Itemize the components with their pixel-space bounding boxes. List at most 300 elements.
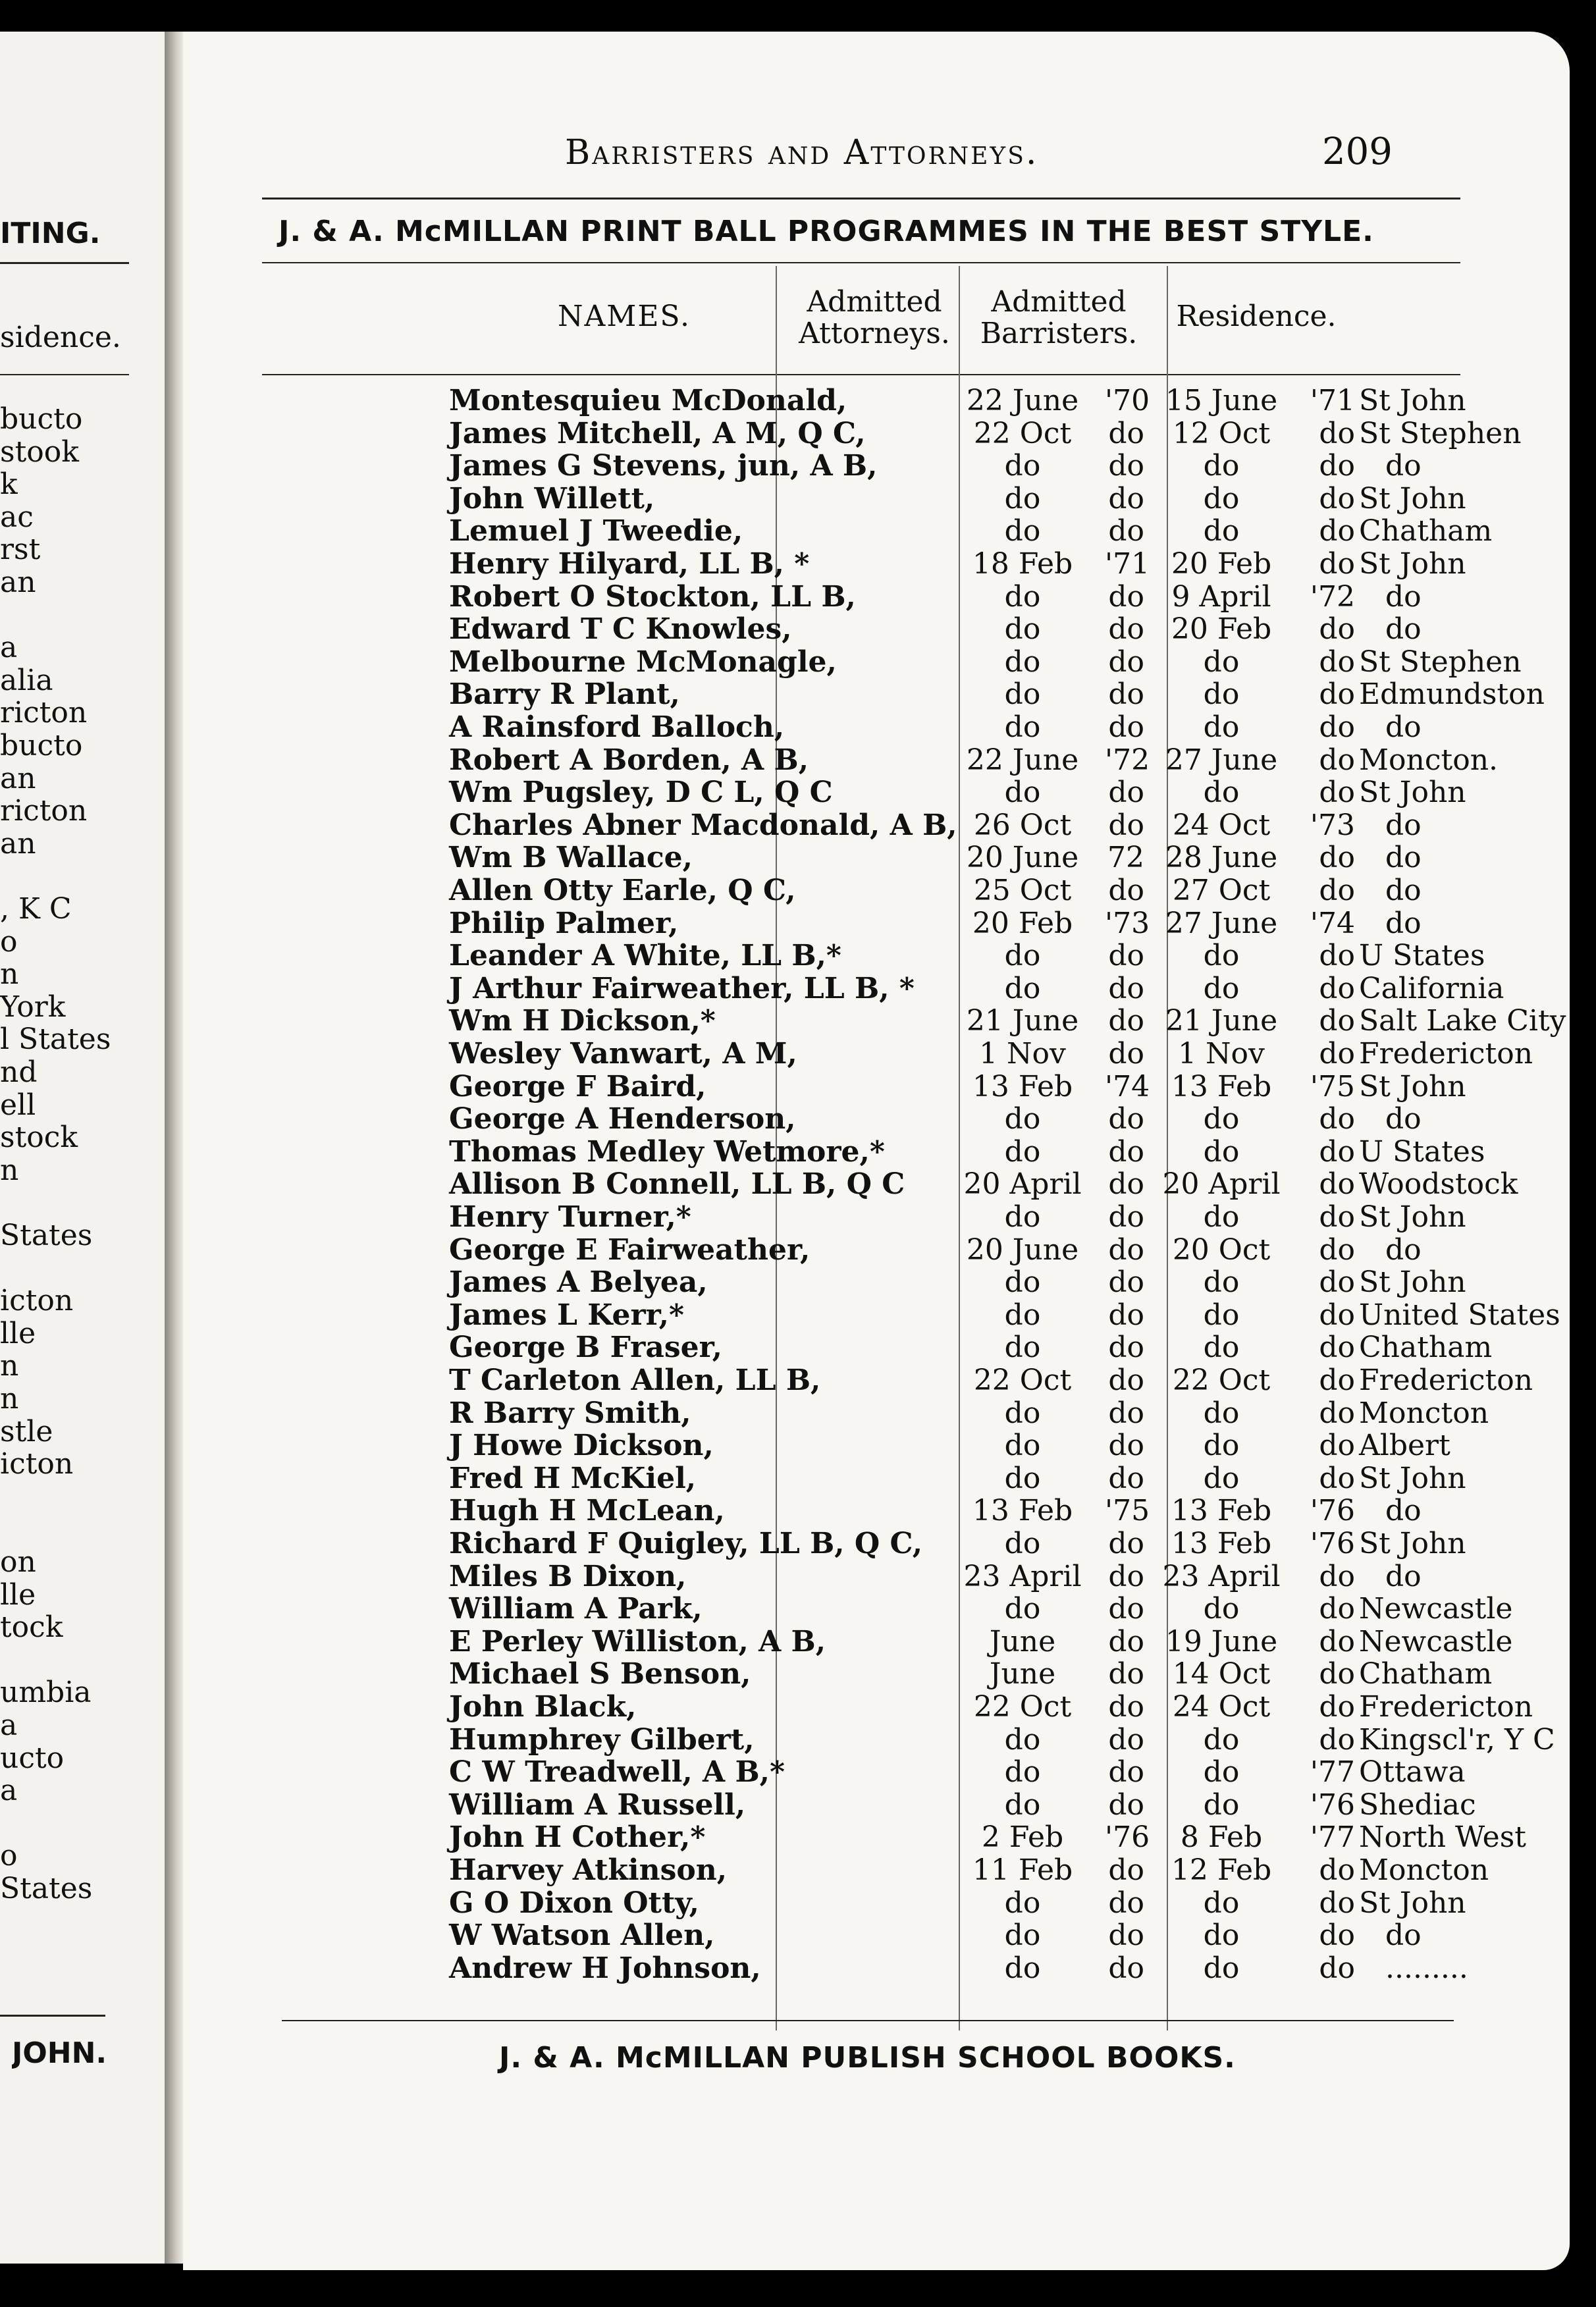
previous-page-line: bucto — [0, 729, 83, 762]
table-row — [183, 1658, 1566, 1691]
table-row — [183, 450, 1566, 483]
residence-cell: St John — [1359, 1886, 1466, 1920]
barrister-date-cell: do — [1203, 1722, 1240, 1757]
name-cell: John H Cother,* — [449, 1820, 706, 1855]
name-cell: Leander A White, LL B,* — [449, 939, 841, 973]
barrister-date-cell: do — [1203, 1592, 1240, 1626]
table-row — [183, 1789, 1566, 1822]
barrister-date-cell: 20 Feb — [1171, 612, 1272, 647]
attorney-year-cell: do — [1108, 1233, 1144, 1267]
attorney-date-cell: 1 Nov — [979, 1037, 1066, 1071]
name-cell: Michael S Benson, — [449, 1657, 751, 1691]
attorney-date-cell: do — [1004, 677, 1041, 712]
barrister-year-cell: do — [1319, 1461, 1355, 1495]
barristers-header-line2: Barristers. — [980, 317, 1138, 350]
table-row — [183, 711, 1566, 744]
attorney-date-cell: 22 June — [966, 384, 1079, 417]
attorney-date-cell: do — [1004, 1461, 1041, 1495]
residence-cell: Newcastle — [1359, 1592, 1513, 1626]
residence-cell: Edmundston — [1359, 677, 1545, 712]
table-row — [183, 1821, 1566, 1854]
name-cell: George F Baird, — [449, 1069, 706, 1103]
attorney-date-cell: 23 April — [963, 1559, 1082, 1593]
table-row — [183, 1299, 1566, 1332]
barrister-year-cell: do — [1319, 1134, 1355, 1169]
previous-page-line: ricton — [0, 697, 88, 730]
barrister-date-cell: do — [1203, 1919, 1240, 1953]
top-banner: J. & A. McMILLAN PRINT BALL PROGRAMMES IN THE BEST STYLE. — [279, 215, 1374, 248]
table-row — [183, 776, 1566, 809]
table-row — [183, 907, 1566, 940]
attorney-date-cell: 21 June — [966, 1004, 1079, 1038]
table-row — [183, 1756, 1566, 1789]
table-row — [183, 1168, 1566, 1201]
residence-cell: Woodstock — [1359, 1167, 1518, 1202]
barrister-year-cell: do — [1319, 1233, 1355, 1267]
attorney-year-cell: do — [1108, 1755, 1144, 1790]
attorney-date-cell: do — [1004, 449, 1041, 483]
attorney-year-cell: '73 — [1105, 906, 1150, 940]
barrister-year-cell: do — [1319, 1657, 1355, 1691]
table-row — [183, 581, 1566, 614]
previous-page-line: n — [0, 958, 19, 992]
barrister-year-cell: '76 — [1310, 1494, 1355, 1528]
previous-page-footer-rule — [0, 2015, 105, 2017]
table-row — [183, 1038, 1566, 1071]
attorney-year-cell: do — [1108, 1396, 1144, 1430]
attorney-year-cell: '71 — [1105, 547, 1150, 581]
attorney-date-cell: do — [1004, 971, 1041, 1005]
name-cell: Allen Otty Earle, Q C, — [449, 874, 796, 907]
residence-cell: do — [1385, 906, 1422, 940]
barrister-date-cell: do — [1203, 710, 1240, 744]
barrister-date-cell: do — [1203, 1951, 1240, 1985]
barrister-date-cell: 13 Feb — [1171, 1494, 1272, 1528]
previous-page-line: ell — [0, 1088, 36, 1122]
barrister-date-cell: do — [1203, 971, 1240, 1005]
attorney-year-cell: do — [1108, 1461, 1144, 1495]
barrister-date-cell: 13 Feb — [1171, 1069, 1272, 1103]
attorney-date-cell: 20 June — [966, 1233, 1079, 1267]
attorney-date-cell: do — [1004, 514, 1041, 548]
residence-cell: do — [1385, 808, 1422, 842]
name-cell: J Arthur Fairweather, LL B, * — [449, 971, 915, 1005]
running-title: Barristers and Attorneys. — [565, 133, 1039, 172]
table-row — [183, 678, 1566, 711]
barrister-year-cell: do — [1319, 1853, 1355, 1887]
barrister-date-cell: 21 June — [1165, 1004, 1278, 1038]
name-cell: Lemuel J Tweedie, — [449, 514, 743, 548]
attorney-date-cell: 11 Feb — [972, 1853, 1073, 1887]
barrister-date-cell: do — [1203, 1200, 1240, 1234]
attorney-date-cell: do — [1004, 1592, 1041, 1626]
previous-page-line: States — [0, 1872, 93, 1905]
table-row — [183, 1462, 1566, 1495]
barrister-date-cell: 15 June — [1165, 384, 1278, 417]
barrister-year-cell: do — [1319, 1200, 1355, 1234]
previous-page-line: lle — [0, 1578, 36, 1612]
residence-cell: do — [1385, 579, 1422, 614]
attorney-year-cell: do — [1108, 677, 1144, 712]
table-row — [183, 1331, 1566, 1364]
barrister-date-cell: 19 June — [1165, 1624, 1278, 1658]
previous-page-fragment — [0, 32, 165, 2264]
attorney-date-cell: do — [1004, 612, 1041, 647]
bottom-banner: J. & A. McMILLAN PUBLISH SCHOOL BOOKS. — [499, 2041, 1236, 2075]
attorney-year-cell: '70 — [1105, 384, 1150, 417]
name-cell: Henry Hilyard, LL B, * — [449, 547, 810, 581]
name-cell: J Howe Dickson, — [449, 1429, 714, 1463]
residence-cell: St John — [1359, 384, 1466, 417]
banner-rule — [262, 262, 1460, 263]
barrister-date-cell: 20 Feb — [1171, 547, 1272, 581]
barrister-date-cell: 1 Nov — [1178, 1037, 1265, 1071]
residence-cell: St John — [1359, 1265, 1466, 1300]
name-cell: Robert A Borden, A B, — [449, 743, 809, 777]
attorney-year-cell: do — [1108, 1167, 1144, 1202]
attorney-year-cell: do — [1108, 1265, 1144, 1300]
table-row — [183, 1005, 1566, 1038]
barrister-date-cell: do — [1203, 1331, 1240, 1365]
name-cell: E Perley Williston, A B, — [449, 1624, 826, 1658]
barrister-year-cell: do — [1319, 1886, 1355, 1920]
residence-cell: do — [1385, 710, 1422, 744]
residence-cell: do — [1385, 841, 1422, 875]
residence-cell: St John — [1359, 1069, 1466, 1103]
previous-page-line: , K C — [0, 893, 72, 926]
attorney-year-cell: do — [1108, 579, 1144, 614]
residence-cell: Chatham — [1359, 1331, 1493, 1365]
attorney-year-cell: do — [1108, 449, 1144, 483]
attorney-date-cell: do — [1004, 1429, 1041, 1463]
attorney-date-cell: do — [1004, 1102, 1041, 1136]
attorney-date-cell: 22 June — [966, 743, 1079, 777]
barrister-year-cell: do — [1319, 1167, 1355, 1202]
barrister-date-cell: do — [1203, 481, 1240, 516]
barrister-year-cell: do — [1319, 612, 1355, 647]
attorney-date-cell: do — [1004, 645, 1041, 679]
table-row — [183, 1136, 1566, 1169]
attorney-year-cell: do — [1108, 1037, 1144, 1071]
barrister-year-cell: do — [1319, 481, 1355, 516]
table-row — [183, 1429, 1566, 1462]
table-row — [183, 1626, 1566, 1658]
barrister-date-cell: do — [1203, 1429, 1240, 1463]
barrister-year-cell: do — [1319, 1102, 1355, 1136]
name-cell: Miles B Dixon, — [449, 1559, 687, 1593]
table-row — [183, 1364, 1566, 1397]
barrister-date-cell: 24 Oct — [1172, 1690, 1271, 1724]
previous-page-line: icton — [0, 1285, 74, 1318]
table-row — [183, 1724, 1566, 1757]
table-row — [183, 1593, 1566, 1626]
residence-cell: do — [1385, 1919, 1422, 1953]
attorney-year-cell: do — [1108, 1527, 1144, 1560]
table-row — [183, 1201, 1566, 1234]
residence-cell: St John — [1359, 1527, 1466, 1560]
barrister-year-cell: do — [1319, 1690, 1355, 1724]
residence-cell: do — [1385, 1494, 1422, 1528]
table-row — [183, 1887, 1566, 1920]
barrister-year-cell: do — [1319, 1559, 1355, 1593]
previous-page-line: a — [0, 1774, 18, 1808]
barrister-year-cell: do — [1319, 743, 1355, 777]
book-gutter — [165, 32, 184, 2264]
attorney-year-cell: do — [1108, 1624, 1144, 1658]
bottom-rule — [282, 2020, 1454, 2021]
name-cell: John Willett, — [449, 481, 655, 516]
name-cell: W Watson Allen, — [449, 1919, 715, 1953]
attorney-year-cell: do — [1108, 1134, 1144, 1169]
barrister-date-cell: 12 Oct — [1172, 416, 1271, 450]
table-row — [183, 613, 1566, 646]
previous-page-rule — [0, 262, 129, 264]
barrister-date-cell: 27 June — [1165, 743, 1278, 777]
attorney-date-cell: do — [1004, 1200, 1041, 1234]
name-cell: Philip Palmer, — [449, 906, 679, 940]
attorney-date-cell: do — [1004, 579, 1041, 614]
barrister-date-cell: 13 Feb — [1171, 1527, 1272, 1560]
attorney-year-cell: '75 — [1105, 1494, 1150, 1528]
previous-page-line: ricton — [0, 795, 88, 828]
table-row — [183, 417, 1566, 450]
attorney-date-cell: do — [1004, 1951, 1041, 1985]
residence-cell: Albert — [1359, 1429, 1450, 1463]
attorney-year-cell: do — [1108, 1951, 1144, 1985]
table-row — [183, 1071, 1566, 1103]
name-cell: George E Fairweather, — [449, 1233, 811, 1267]
previous-page-line: an — [0, 566, 36, 599]
name-cell: T Carleton Allen, LL B, — [449, 1364, 821, 1397]
table-row — [183, 744, 1566, 777]
attorney-year-cell: do — [1108, 1788, 1144, 1822]
residence-cell: ......... — [1385, 1951, 1468, 1985]
residence-cell: Kingscl'r, Y C — [1359, 1722, 1555, 1757]
residence-cell: U States — [1359, 1134, 1485, 1169]
name-cell: Henry Turner,* — [449, 1200, 691, 1234]
barrister-year-cell: do — [1319, 1265, 1355, 1300]
barrister-year-cell: '77 — [1310, 1820, 1355, 1855]
barrister-year-cell: '75 — [1310, 1069, 1355, 1103]
name-cell: A Rainsford Balloch, — [449, 710, 785, 744]
previous-page-line: a — [0, 631, 18, 665]
table-row — [183, 1495, 1566, 1527]
attorney-year-cell: do — [1108, 808, 1144, 842]
barrister-date-cell: 24 Oct — [1172, 808, 1271, 842]
attorney-year-cell: do — [1108, 416, 1144, 450]
barrister-date-cell: 27 June — [1165, 906, 1278, 940]
name-cell: Thomas Medley Wetmore,* — [449, 1134, 885, 1169]
previous-page-line: ucto — [0, 1741, 65, 1775]
barrister-year-cell: do — [1319, 1004, 1355, 1038]
residence-cell: Shediac — [1359, 1788, 1476, 1822]
barrister-year-cell: do — [1319, 1396, 1355, 1430]
name-cell: John Black, — [449, 1690, 637, 1724]
attorney-year-cell: do — [1108, 1429, 1144, 1463]
residence-cell: Ottawa — [1359, 1755, 1466, 1790]
attorney-date-cell: 25 Oct — [973, 874, 1072, 907]
barrister-date-cell: 22 Oct — [1172, 1364, 1271, 1397]
residence-cell: St John — [1359, 1461, 1466, 1495]
attorney-date-cell: do — [1004, 1886, 1041, 1920]
name-cell: Hugh H McLean, — [449, 1494, 725, 1528]
name-cell: Montesquieu McDonald, — [449, 384, 847, 417]
residence-cell: North West — [1359, 1820, 1526, 1855]
barrister-year-cell: do — [1319, 1331, 1355, 1365]
attorney-date-cell: do — [1004, 1134, 1041, 1169]
name-cell: James Mitchell, A M, Q C, — [449, 416, 866, 450]
attorney-year-cell: 72 — [1107, 841, 1144, 875]
barrister-date-cell: do — [1203, 677, 1240, 712]
barrister-year-cell: do — [1319, 1919, 1355, 1953]
attorney-year-cell: do — [1108, 1331, 1144, 1365]
name-cell: William A Russell, — [449, 1788, 746, 1822]
residence-column-header: Residence. — [1176, 300, 1337, 333]
barrister-date-cell: do — [1203, 514, 1240, 548]
barrister-date-cell: do — [1203, 939, 1240, 973]
residence-cell: Fredericton — [1359, 1364, 1533, 1397]
residence-cell: do — [1385, 612, 1422, 647]
previous-page-line: k — [0, 468, 18, 502]
previous-page-line: alia — [0, 664, 53, 697]
table-row — [183, 1103, 1566, 1136]
barrister-date-cell: do — [1203, 1102, 1240, 1136]
table-row — [183, 1527, 1566, 1560]
previous-page-line: stle — [0, 1415, 53, 1448]
barrister-date-cell: 23 April — [1162, 1559, 1281, 1593]
barrister-year-cell: do — [1319, 841, 1355, 875]
previous-page-line: York — [0, 990, 66, 1024]
attorney-date-cell: 20 June — [966, 841, 1079, 875]
attorney-date-cell: 20 April — [963, 1167, 1082, 1202]
name-cell: George B Fraser, — [449, 1331, 722, 1365]
previous-page-line: o — [0, 1840, 18, 1873]
barrister-date-cell: do — [1203, 1265, 1240, 1300]
residence-cell: Moncton — [1359, 1853, 1489, 1887]
attorney-year-cell: '76 — [1105, 1820, 1150, 1855]
attorney-year-cell: do — [1108, 1102, 1144, 1136]
attorney-date-cell: do — [1004, 1722, 1041, 1757]
residence-cell: St John — [1359, 776, 1466, 810]
barrister-year-cell: do — [1319, 1592, 1355, 1626]
table-row — [183, 1266, 1566, 1299]
name-cell: Humphrey Gilbert, — [449, 1722, 755, 1757]
attorney-date-cell: 13 Feb — [972, 1069, 1073, 1103]
attorney-date-cell: 22 Oct — [973, 416, 1072, 450]
attorneys-header-line2: Attorneys. — [799, 317, 950, 350]
previous-page-line: umbia — [0, 1676, 92, 1710]
name-cell: Charles Abner Macdonald, A B, — [449, 808, 957, 842]
residence-cell: Fredericton — [1359, 1690, 1533, 1724]
previous-page-line: bucto — [0, 403, 83, 436]
attorney-date-cell: do — [1004, 1788, 1041, 1822]
attorney-year-cell: '72 — [1105, 743, 1150, 777]
previous-page-line: a — [0, 1709, 18, 1742]
name-cell: Wesley Vanwart, A M, — [449, 1037, 797, 1071]
attorney-year-cell: do — [1108, 1657, 1144, 1691]
residence-cell: Chatham — [1359, 514, 1493, 548]
attorney-date-cell: June — [989, 1624, 1056, 1658]
barrister-date-cell: do — [1203, 1788, 1240, 1822]
barrister-year-cell: do — [1319, 645, 1355, 679]
previous-page-line: o — [0, 925, 18, 959]
barrister-year-cell: do — [1319, 416, 1355, 450]
name-cell: William A Park, — [449, 1592, 703, 1626]
name-cell: Richard F Quigley, LL B, Q C, — [449, 1527, 923, 1560]
attorney-date-cell: 2 Feb — [981, 1820, 1064, 1855]
barrister-date-cell: do — [1203, 449, 1240, 483]
barrister-date-cell: do — [1203, 645, 1240, 679]
residence-cell: St Stephen — [1359, 645, 1522, 679]
previous-page-header-rule — [0, 374, 129, 375]
barrister-year-cell: do — [1319, 710, 1355, 744]
name-cell: James A Belyea, — [449, 1265, 708, 1300]
attorney-year-cell: do — [1108, 481, 1144, 516]
attorney-date-cell: June — [989, 1657, 1056, 1691]
attorney-year-cell: do — [1108, 1919, 1144, 1953]
previous-page-line: n — [0, 1350, 19, 1383]
previous-page-line: stook — [0, 435, 79, 469]
residence-cell: do — [1385, 1233, 1422, 1267]
barrister-year-cell: do — [1319, 449, 1355, 483]
names-column-header: NAMES. — [557, 300, 691, 333]
barrister-year-cell: do — [1319, 1624, 1355, 1658]
name-cell: James L Kerr,* — [449, 1298, 684, 1332]
table-row — [183, 841, 1566, 874]
barrister-date-cell: do — [1203, 1298, 1240, 1332]
previous-page-line: on — [0, 1546, 36, 1579]
table-row — [183, 548, 1566, 581]
top-rule — [262, 198, 1460, 199]
barrister-year-cell: '74 — [1310, 906, 1355, 940]
table-row — [183, 483, 1566, 516]
name-cell: Wm H Dickson,* — [449, 1004, 716, 1038]
previous-page-line: ac — [0, 500, 34, 534]
name-cell: Robert O Stockton, LL B, — [449, 579, 856, 614]
barrister-date-cell: do — [1203, 1461, 1240, 1495]
attorney-date-cell: 22 Oct — [973, 1690, 1072, 1724]
attorney-year-cell: do — [1108, 874, 1144, 907]
attorney-year-cell: do — [1108, 1200, 1144, 1234]
barristers-header-line1: Admitted — [991, 285, 1127, 319]
attorney-year-cell: do — [1108, 776, 1144, 810]
table-row — [183, 809, 1566, 842]
residence-cell: St John — [1359, 481, 1466, 516]
name-cell: Edward T C Knowles, — [449, 612, 792, 647]
barrister-date-cell: 8 Feb — [1180, 1820, 1263, 1855]
residence-cell: Newcastle — [1359, 1624, 1513, 1658]
attorney-date-cell: do — [1004, 1755, 1041, 1790]
name-cell: Andrew H Johnson, — [449, 1951, 761, 1985]
attorney-year-cell: do — [1108, 971, 1144, 1005]
residence-cell: United States — [1359, 1298, 1560, 1332]
barrister-date-cell: 27 Oct — [1172, 874, 1271, 907]
attorney-date-cell: do — [1004, 1396, 1041, 1430]
name-cell: Allison B Connell, LL B, Q C — [449, 1167, 905, 1202]
name-cell: George A Henderson, — [449, 1102, 796, 1136]
name-cell: G O Dixon Otty, — [449, 1886, 699, 1920]
attorney-year-cell: '74 — [1105, 1069, 1150, 1103]
attorney-year-cell: do — [1108, 1592, 1144, 1626]
residence-cell: Chatham — [1359, 1657, 1493, 1691]
residence-cell: do — [1385, 449, 1422, 483]
name-cell: C W Treadwell, A B,* — [449, 1755, 785, 1790]
attorney-year-cell: do — [1108, 514, 1144, 548]
barrister-year-cell: '76 — [1310, 1788, 1355, 1822]
previous-page-line: rst — [0, 533, 41, 567]
barrister-year-cell: '71 — [1310, 384, 1355, 417]
attorney-year-cell: do — [1108, 1690, 1144, 1724]
